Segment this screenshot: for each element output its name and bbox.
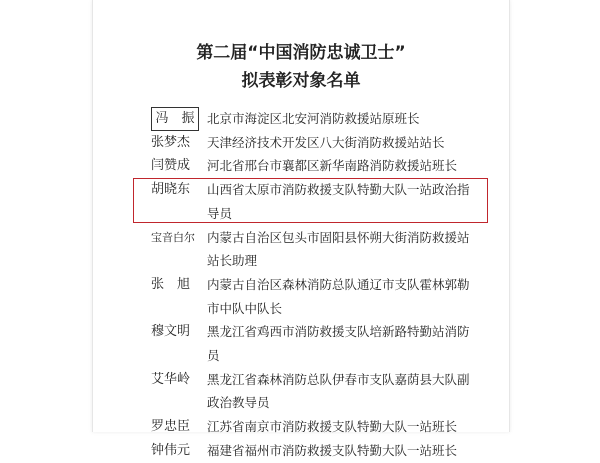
honoree-name: 冯 振 (151, 107, 199, 131)
honoree-name: 艾华岭 (151, 371, 191, 387)
list-item (151, 273, 481, 320)
honoree-name: 钟伟元 (151, 442, 191, 458)
list-item (151, 415, 481, 439)
honoree-description: 福建省福州市消防救援支队特勤大队一站班长 (207, 442, 458, 458)
honoree-name: 张梦杰 (151, 134, 191, 150)
honoree-name: 罗忠臣 (151, 419, 191, 435)
document-title-line2: 拟表彰对象名单 (241, 71, 361, 91)
honoree-description: 黑龙江省鸡西市消防救援支队培新路特勤站消防员 (207, 324, 470, 364)
honoree-description: 黑龙江省森林消防总队伊春市支队嘉荫县大队副政治教导员 (207, 371, 470, 411)
list-item (151, 368, 481, 415)
document-title-line1: 第二届“中国消防忠诚卫士” (196, 43, 406, 63)
list-item (151, 154, 481, 178)
honoree-name: 张 旭 (151, 276, 191, 292)
list-item (151, 131, 481, 155)
honoree-name: 穆文明 (151, 324, 191, 340)
honoree-name: 闫赞成 (151, 158, 191, 174)
list-item (151, 320, 481, 367)
list-item (151, 226, 481, 273)
honoree-name: 宝音白尔 (151, 230, 195, 244)
honoree-description: 内蒙古自治区森林消防总队通辽市支队霍林郭勒市中队中队长 (207, 276, 470, 316)
honoree-name: 胡晓东 (151, 182, 191, 198)
list-item (151, 439, 481, 463)
honoree-list (151, 107, 481, 463)
honoree-description: 天津经济技术开发区八大街消防救援站站长 (207, 134, 445, 150)
list-item (151, 178, 481, 225)
honoree-description: 内蒙古自治区包头市固阳县怀朔大街消防救援站站长助理 (207, 229, 470, 269)
honoree-description: 北京市海淀区北安河消防救援站原班长 (207, 111, 420, 126)
honoree-description: 山西省太原市消防救援支队特勤大队一站政治指导员 (207, 182, 470, 221)
list-item (151, 107, 481, 131)
document-page (92, 0, 510, 458)
honoree-description: 江苏省南京市消防救援支队特勤大队一站班长 (207, 419, 458, 435)
honoree-description: 河北省邢台市襄都区新华南路消防救援站班长 (207, 158, 458, 174)
